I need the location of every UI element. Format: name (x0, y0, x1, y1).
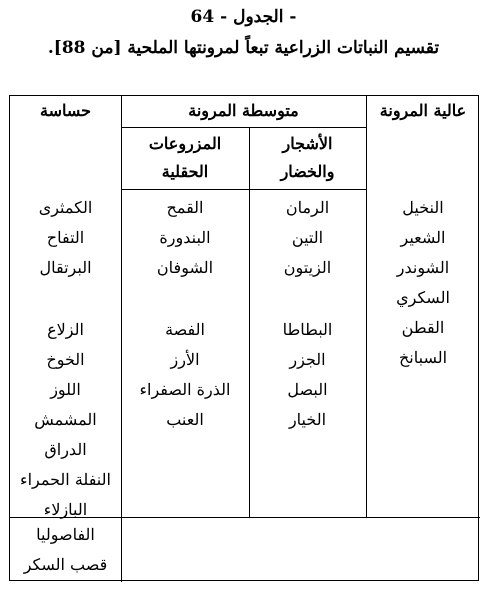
list-item: السكري (396, 288, 450, 307)
list-item: الخوخ (46, 350, 85, 369)
list-item: التين (291, 228, 324, 247)
header-medium-tolerance: متوسطة المرونة (188, 101, 299, 120)
list-item: الزلاع (47, 320, 84, 339)
list-item: الرمان (285, 198, 330, 217)
list-item: الشعير (400, 228, 446, 247)
list-item: التفاح (46, 228, 85, 247)
list-item: القمح (166, 198, 204, 217)
trees-vegetables-list-1 (249, 193, 366, 283)
list-item: البطاطا (282, 320, 333, 339)
list-item: النفلة الحمراء (20, 470, 111, 489)
list-item: الكمثرى (38, 198, 93, 217)
trees-vegetables-list-2 (249, 315, 366, 435)
header-sensitive: حساسة (39, 101, 92, 120)
header-high-tolerance: عالية المرونة (379, 101, 467, 120)
list-item: العنب (166, 410, 204, 429)
list-item: البرتقال (39, 258, 92, 277)
header-field-crops: المزروعات الحقلية (148, 134, 222, 181)
field-crops-list-1 (121, 193, 249, 283)
list-item: اللوز (50, 380, 81, 399)
list-item: الشوفان (156, 258, 214, 277)
list-item: الدراق (44, 440, 87, 459)
table-caption-title: تقسيم النباتات الزراعية تبعاً لمرونتها الملحية [من 88]. (47, 38, 440, 58)
list-item: الجزر (289, 350, 326, 369)
salt-tolerance-table (9, 95, 479, 581)
list-item: الفاصوليا (36, 525, 95, 544)
sensitive-list-1 (10, 193, 121, 283)
field-crops-list-2 (121, 315, 249, 435)
list-item: الفصة (165, 320, 205, 339)
header-trees-vegetables: الأشجار والخضار (280, 134, 335, 181)
list-item: الخيار (288, 410, 327, 429)
sensitive-list-2 (10, 315, 121, 525)
list-item: المشمش (34, 410, 97, 429)
list-item: البصل (287, 380, 328, 399)
high-tolerance-list (366, 193, 480, 373)
sensitive-list-3 (10, 520, 121, 580)
list-item: الشوندر (396, 258, 450, 277)
list-item: الزيتون (283, 258, 332, 277)
list-item: البازلاء (43, 500, 88, 519)
list-item: قصب السكر (23, 555, 108, 574)
list-item: النخيل (402, 198, 444, 217)
list-item: الأرز (170, 350, 200, 369)
list-item: الذرة الصفراء (139, 380, 231, 399)
list-item: القطن (401, 318, 445, 337)
list-item: السبانخ (398, 348, 448, 367)
header-divider (121, 127, 366, 128)
table-caption-number: الجدول - 64 - (190, 7, 297, 27)
list-item: البندورة (159, 228, 211, 247)
header-divider (121, 189, 366, 190)
